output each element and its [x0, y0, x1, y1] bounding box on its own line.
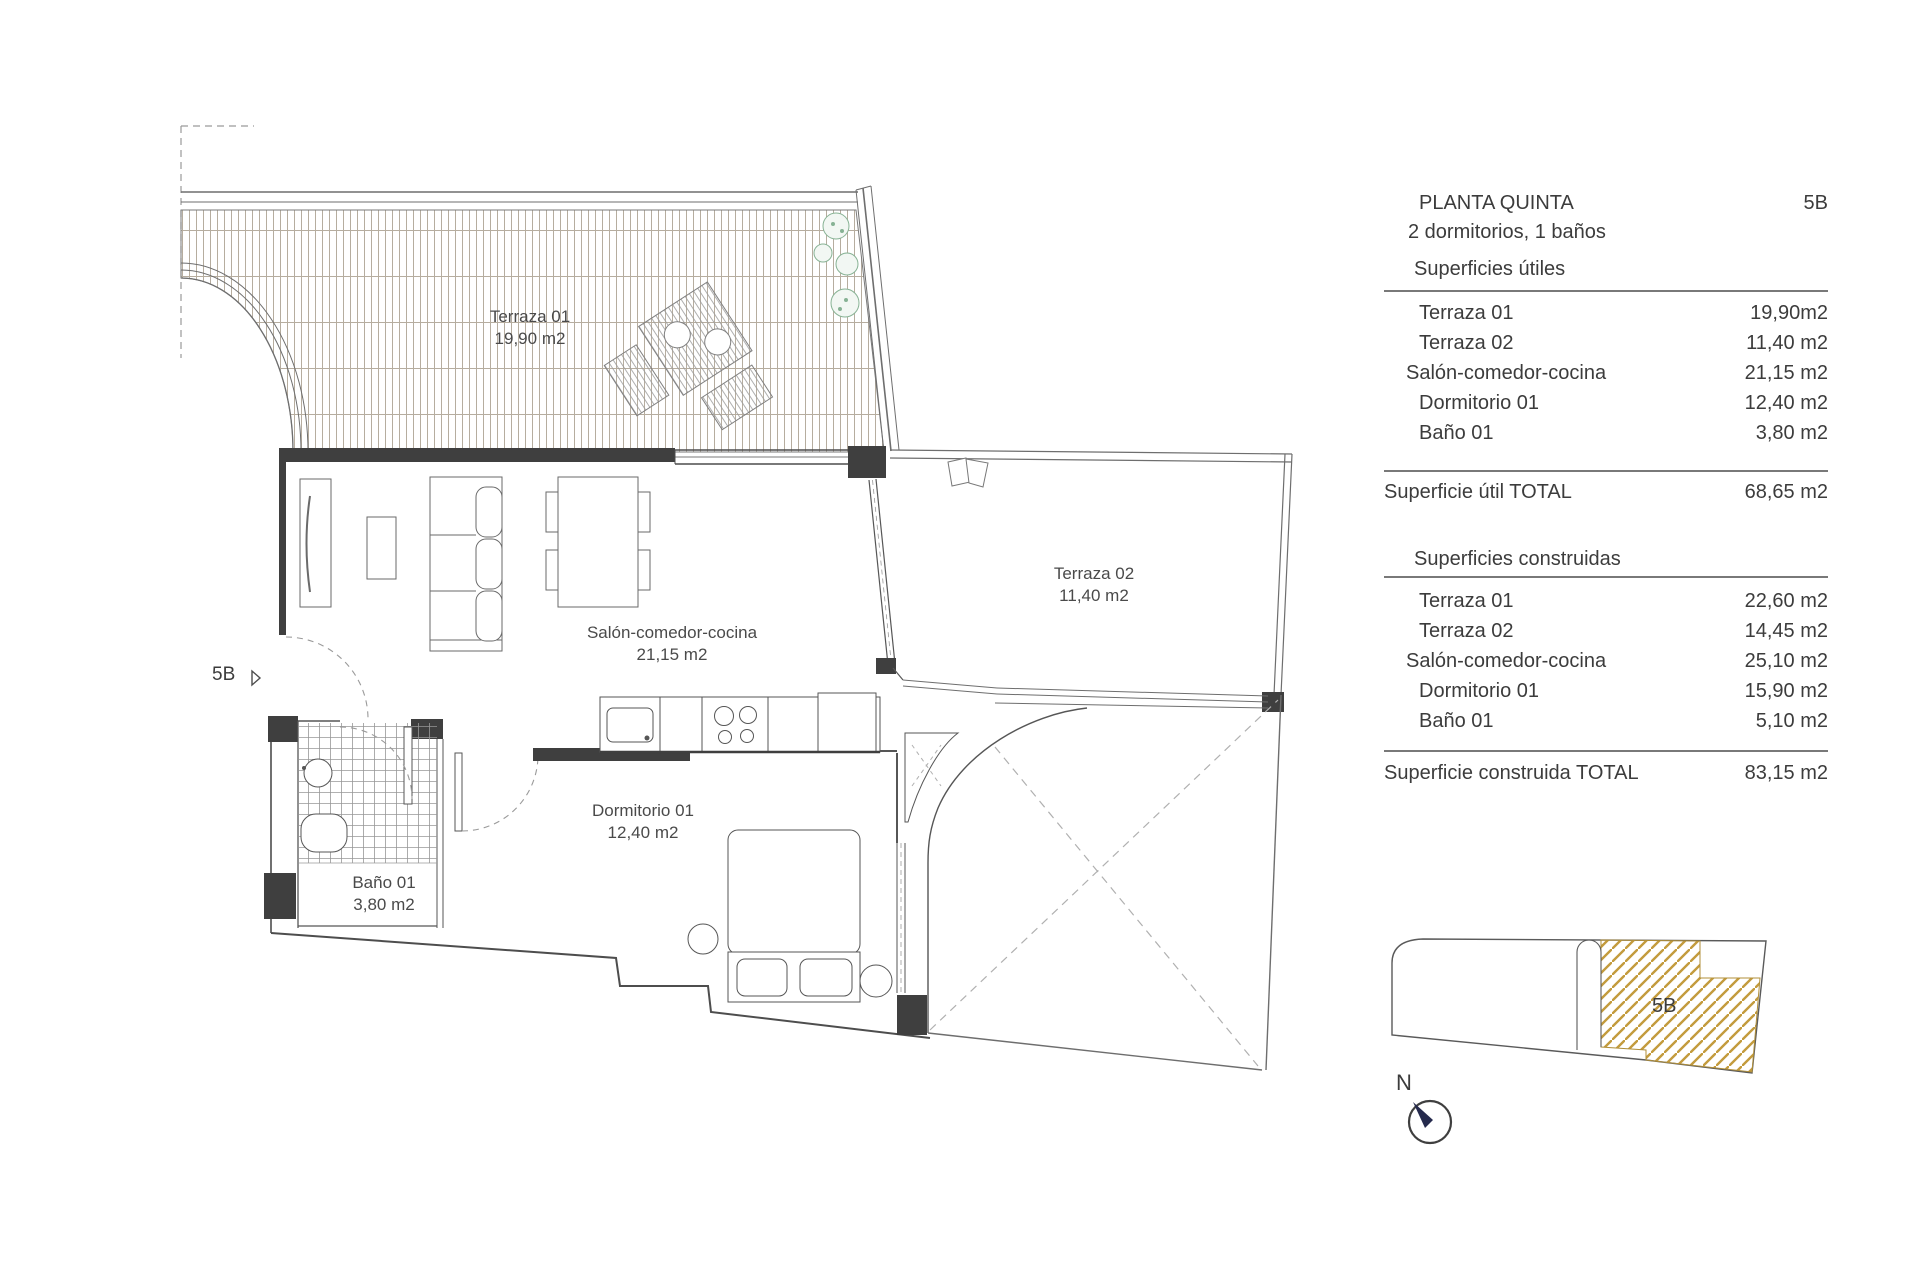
row-label: Salón-comedor-cocina	[1406, 650, 1607, 672]
entrance-arrow-icon	[252, 671, 260, 685]
bathroom-sink	[304, 759, 332, 787]
total-label: Superficie útil TOTAL	[1384, 481, 1572, 503]
void-cross-dashed	[930, 700, 1278, 1066]
row-label: Terraza 01	[1419, 302, 1514, 324]
row-label: Baño 01	[1419, 422, 1494, 444]
bedroom	[455, 708, 1087, 1035]
row-label: Salón-comedor-cocina	[1406, 362, 1607, 384]
sofa	[430, 477, 502, 651]
area-row	[1384, 392, 1828, 415]
built-areas-heading: Superficies construidas	[1414, 548, 1621, 570]
row-label: Dormitorio 01	[1419, 392, 1540, 414]
row-label: Terraza 02	[1419, 620, 1514, 642]
room-name: Baño 01	[352, 873, 416, 892]
useful-total-row	[1384, 481, 1828, 504]
toilet	[301, 814, 347, 852]
void-roof-area	[928, 695, 1281, 1070]
room-label-terraza-01	[490, 306, 570, 350]
row-value: 25,10 m2	[1744, 650, 1828, 672]
area-row	[1384, 620, 1828, 643]
north-compass	[1409, 1101, 1451, 1143]
row-value: 22,60 m2	[1744, 590, 1828, 612]
total-value: 83,15 m2	[1744, 762, 1828, 784]
area-row	[1384, 302, 1828, 325]
panel-title-row	[1384, 192, 1828, 215]
kitchen	[600, 693, 880, 752]
row-value: 21,15 m2	[1744, 362, 1828, 384]
compass-north-label: N	[1396, 1070, 1412, 1095]
room-area: 12,40 m2	[607, 822, 679, 842]
area-row	[1384, 680, 1828, 703]
entrance-unit-label: 5B	[212, 664, 236, 685]
coffee-table	[367, 517, 396, 579]
area-row	[1384, 710, 1828, 733]
area-row	[1384, 422, 1828, 445]
dining-set	[546, 477, 650, 607]
bedroom-door-swing	[462, 755, 538, 831]
terrace-object	[948, 458, 988, 487]
room-label-bano	[352, 872, 415, 916]
room-area: 3,80 m2	[353, 894, 415, 914]
panel-subtitle: 2 dormitorios, 1 baños	[1408, 221, 1606, 243]
floor-title: PLANTA QUINTA	[1419, 192, 1574, 214]
row-label: Baño 01	[1419, 710, 1494, 732]
room-name: Terraza 02	[1053, 564, 1135, 583]
inset-unit-label: 5B	[1652, 995, 1677, 1017]
room-area: 21,15 m2	[636, 644, 708, 664]
entrance-door-swing	[286, 637, 368, 719]
bathroom-door-leaf	[404, 727, 412, 804]
room-label-terraza-02	[1054, 563, 1134, 607]
row-label: Dormitorio 01	[1419, 680, 1540, 702]
area-row	[1384, 332, 1828, 355]
bedside-table	[860, 965, 892, 997]
row-value: 3,80 m2	[1755, 422, 1828, 444]
room-area: 11,40 m2	[1059, 585, 1129, 605]
room-name: Terraza 01	[489, 307, 571, 326]
useful-areas-heading: Superficies útiles	[1414, 258, 1566, 280]
built-total-row	[1384, 762, 1828, 785]
area-row	[1384, 590, 1828, 613]
row-label: Terraza 01	[1419, 590, 1514, 612]
bedroom-door-leaf	[455, 753, 462, 831]
row-value: 19,90m2	[1750, 302, 1828, 324]
room-name: Dormitorio 01	[591, 801, 695, 820]
room-name: Salón-comedor-cocina	[586, 623, 758, 642]
total-value: 68,65 m2	[1744, 481, 1828, 503]
row-value: 11,40 m2	[1746, 332, 1828, 354]
row-value: 15,90 m2	[1744, 680, 1828, 702]
room-label-dormitorio	[592, 800, 694, 844]
key-plan-inset	[1392, 939, 1766, 1073]
row-value: 14,45 m2	[1744, 620, 1828, 642]
bed	[728, 830, 860, 1002]
tv-unit	[300, 479, 331, 607]
room-label-salon	[587, 622, 757, 666]
unit-badge: 5B	[1803, 192, 1828, 214]
living-glass-wall	[869, 479, 903, 680]
row-label: Terraza 02	[1419, 332, 1514, 354]
terrace-01	[181, 126, 899, 464]
total-label: Superficie construida TOTAL	[1384, 762, 1639, 784]
bedside-table	[688, 924, 718, 954]
area-row	[1384, 650, 1828, 673]
row-value: 5,10 m2	[1755, 710, 1828, 732]
row-value: 12,40 m2	[1744, 392, 1828, 414]
room-area: 19,90 m2	[494, 328, 566, 348]
area-row	[1384, 362, 1828, 385]
